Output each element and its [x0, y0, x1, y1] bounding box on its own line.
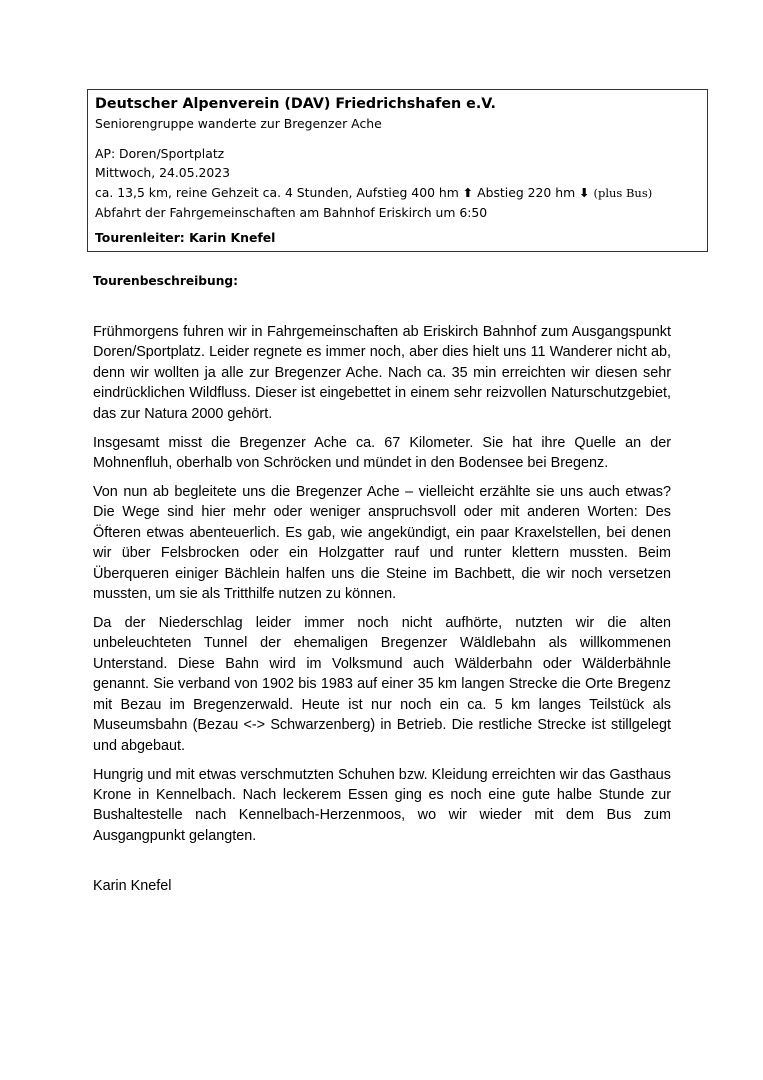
- club-title: Deutscher Alpenverein (DAV) Friedrichshafen e.V.: [95, 96, 496, 112]
- signature: Karin Knefel: [93, 878, 172, 894]
- stats-prefix: ca. 13,5 km, reine Gehzeit ca. 4 Stunden, Aufstieg 400 hm: [95, 184, 459, 200]
- paragraph: Frühmorgens fuhren wir in Fahrgemeinschaften ab Eriskirch Bahnhof zum Ausgangspunkt Doren/Sportplatz. Leider regnete es immer noch, aber dies hielt uns 11 Wanderer nicht ab, denn wir wollten ja alle zur Bregenzer Ache. Nach ca. 35 min erreichten wir diesen sehr eindrücklichen Wildfluss. Dieser ist eingebettet in einem sehr reizvollen Naturschutzgebiet, das zur Natura 2000 gehört.: [93, 324, 671, 422]
- stats-descent: Abstieg 220 hm: [477, 184, 576, 200]
- tour-description: [93, 322, 671, 855]
- tour-subtitle: Seniorengruppe wanderte zur Bregenzer Ache: [95, 116, 382, 131]
- paragraph: Von nun ab begleitete uns die Bregenzer Ache – vielleicht erzählte sie uns auch etwas? Die Wege sind hier mehr oder weniger anspruchsvoll oder mit anderen Worten: Des Öfteren etwas abenteuerlich. Es gab, wie angekündigt, ein paar Kraxelstellen, bei denen wir über Felsbrocken oder ein Holzgatter rauf und runter klettern mussten. Beim Überqueren einiger Bächlein halfen uns die Steine im Bachbett, die wir noch versetzen mussten, um sie als Tritthilfe nutzen zu können.: [93, 484, 671, 603]
- tour-info-box: [87, 89, 708, 252]
- tour-date: Mittwoch, 24.05.2023: [95, 165, 231, 180]
- stats-bus-note: (plus Bus): [593, 185, 653, 200]
- paragraph: Hungrig und mit etwas verschmutzten Schuhen bzw. Kleidung erreichten wir das Gasthaus Krone in Kennelbach. Nach leckerem Essen ging es noch eine gute halbe Stunde zur Bushaltestelle nach Kennelbach-Herzenmoos, wo wir wieder mit dem Bus zum Ausgangpunkt gelangten.: [93, 766, 671, 844]
- start-point: AP: Doren/Sportplatz: [95, 145, 225, 161]
- departure-info: Abfahrt der Fahrgemeinschaften am Bahnhof Eriskirch um 6:50: [95, 205, 488, 220]
- tour-stats: [95, 183, 700, 204]
- tour-leader: Tourenleiter: Karin Knefel: [95, 229, 276, 245]
- arrow-down-icon: ⬇: [579, 184, 590, 200]
- section-heading: Tourenbeschreibung:: [93, 274, 238, 288]
- arrow-up-icon: ⬆: [462, 184, 474, 200]
- paragraph: Insgesamt misst die Bregenzer Ache ca. 67 Kilometer. Sie hat ihre Quelle an der Mohnenfluh, oberhalb von Schröcken und mündet in den Bodensee bei Bregenz.: [93, 434, 671, 472]
- paragraph: Da der Niederschlag leider immer noch nicht aufhörte, nutzten wir die alten unbeleuchteten Tunnel der ehemaligen Bregenzer Wäldlebahn als willkommenen Unterstand. Diese Bahn wird im Volksmund auch Wälderbahn oder Wälderbähnle genannt. Sie verband von 1902 bis 1983 auf einer 35 km langen Strecke die Orte Bregenz mit Bezau im Bregenzerwald. Heute ist nur noch ein ca. 5 km langes Teilstück als Museumsbahn (Bezau <-> Schwarzenberg) in Betrieb. Die restliche Strecke ist stillgelegt und abgebaut.: [93, 615, 671, 754]
